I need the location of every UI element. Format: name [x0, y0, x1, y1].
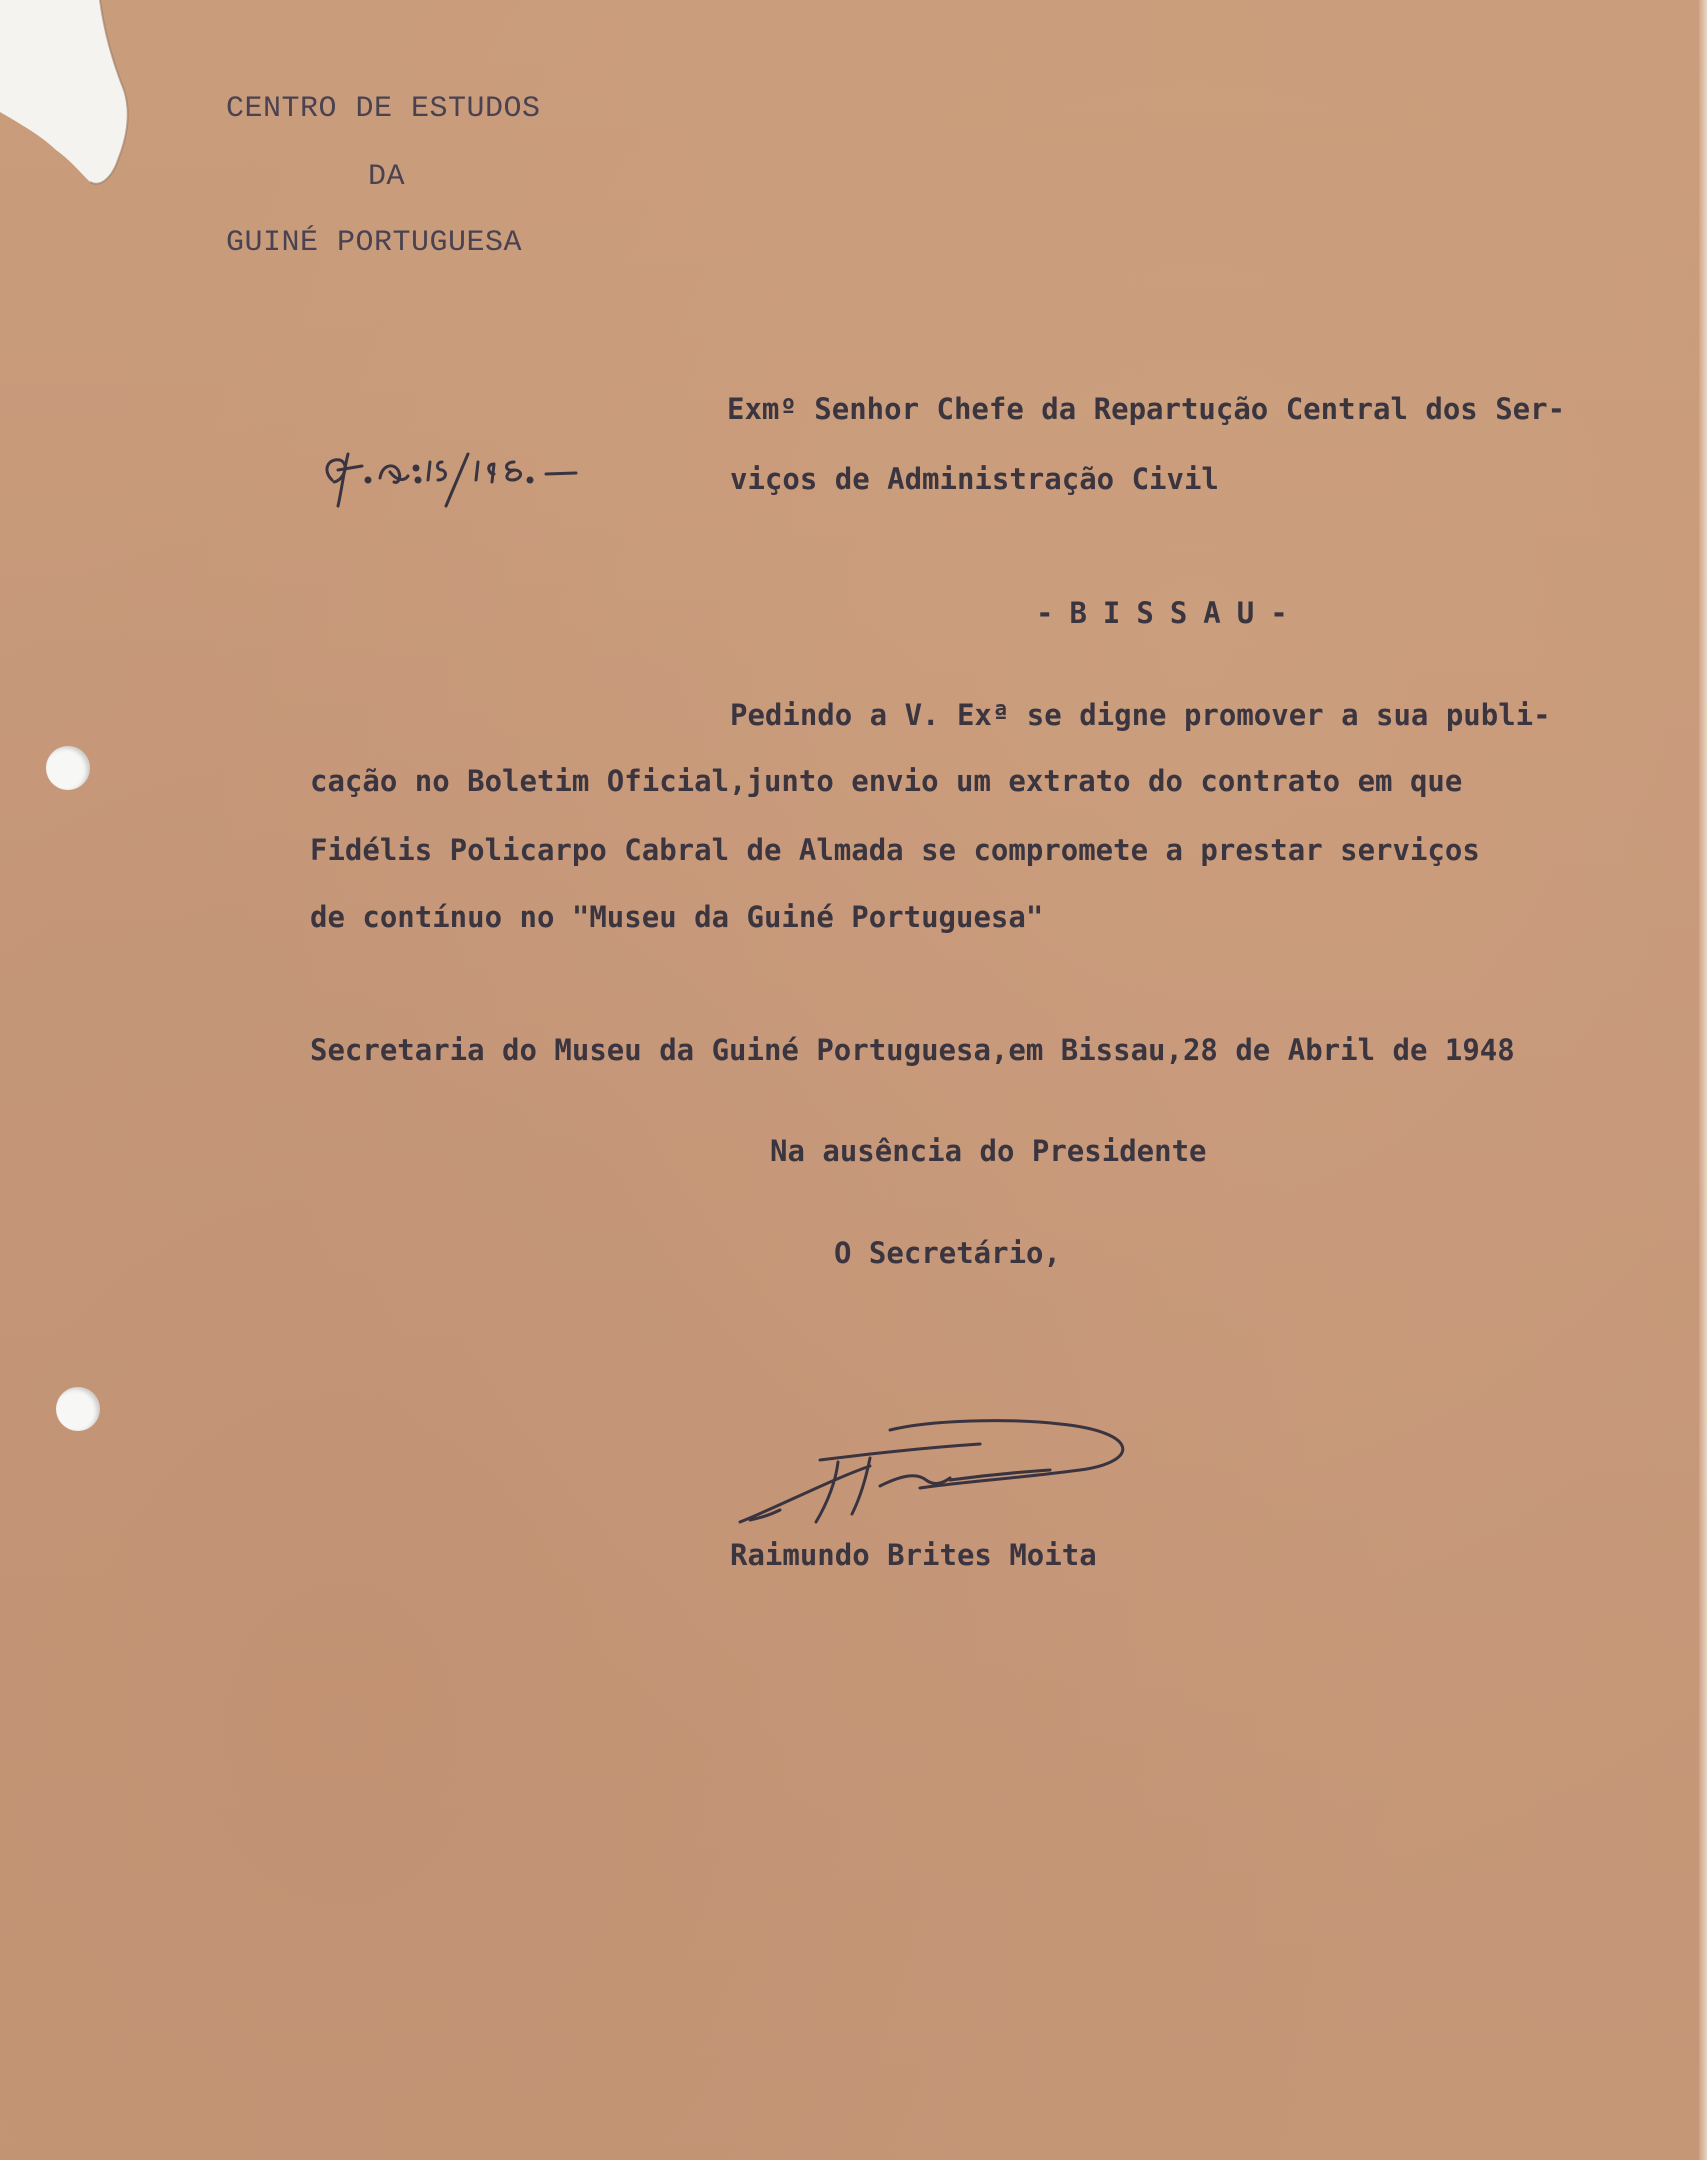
- dateline: Secretaria do Museu da Guiné Portuguesa,em Bissau,28 de Abril de 1948: [310, 1033, 1515, 1067]
- punch-hole: [56, 1387, 100, 1431]
- closing-title: O Secretário,: [834, 1236, 1061, 1270]
- body-line: Pedindo a V. Exª se digne promover a sua publi-: [730, 698, 1551, 732]
- closing-absence: Na ausência do Presidente: [770, 1134, 1207, 1168]
- handwritten-reference: [318, 440, 608, 510]
- paper-edge: [1699, 0, 1707, 2160]
- addressee-city: -BISSAU-: [1036, 596, 1304, 630]
- signatory-name: Raimundo Brites Moita: [730, 1538, 1097, 1572]
- body-line: de contínuo no "Museu da Guiné Portuguesa": [310, 900, 1044, 934]
- addressee-line: viços de Administração Civil: [730, 462, 1219, 496]
- letterhead-line: GUINÉ PORTUGUESA: [226, 226, 523, 260]
- letterhead-line: DA: [368, 160, 406, 194]
- addressee-line: Exmº Senhor Chefe da Repartução Central dos Ser-: [727, 392, 1566, 426]
- torn-corner: [0, 0, 130, 190]
- body-line: Fidélis Policarpo Cabral de Almada se compromete a prestar serviços: [310, 833, 1480, 867]
- punch-hole: [46, 746, 90, 790]
- body-line: cação no Boletim Oficial,junto envio um extrato do contrato em que: [310, 764, 1463, 798]
- letterhead-line: CENTRO DE ESTUDOS: [226, 92, 541, 126]
- signature: [720, 1410, 1160, 1550]
